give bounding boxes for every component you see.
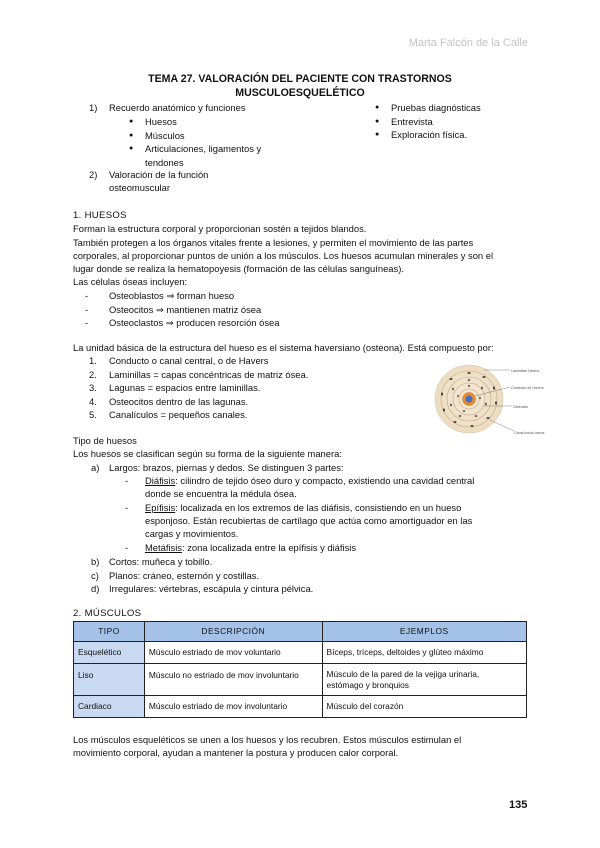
epifisis-line3: cargas y movimientos. (145, 528, 239, 539)
section-heading-musculos: 2. MÚSCULOS (73, 608, 142, 619)
list-item-text: Articulaciones, ligamentos y (145, 143, 262, 154)
list-item-text: Músculos (145, 129, 185, 141)
list-item (85, 303, 279, 317)
paragraph: Los huesos se clasifican según su forma de la siguiente manera: (73, 448, 342, 459)
list-number: 1. (89, 355, 97, 366)
outline-right-list (375, 101, 481, 142)
table-header-row (74, 622, 527, 642)
bullet-icon: ● (129, 145, 134, 152)
list-item-continuation: tendones (145, 156, 184, 168)
list-item (89, 395, 308, 409)
list-item (375, 128, 481, 142)
subheading-tipo-huesos: Tipo de huesos (73, 435, 137, 446)
table-cell: Bíceps, tríceps, deltoides y glúteo máximo (322, 642, 526, 664)
list-item (375, 115, 481, 129)
paragraph: Las células óseas incluyen: (73, 276, 188, 287)
section-heading-huesos: 1. HUESOS (73, 210, 127, 221)
bullet-icon: ● (375, 131, 380, 138)
document-title-line1: TEMA 27. VALORACIÓN DEL PACIENTE CON TRASTORNOS (148, 73, 452, 85)
diagram-label: Laminillas Havers (511, 369, 540, 373)
osteon-diagram (424, 358, 545, 438)
list-item-text: Cortos: muñeca y tobillo. (109, 556, 213, 567)
outline-item-2-number: 2) (89, 169, 98, 180)
list-item (129, 129, 261, 143)
paragraph-line: movimiento corporal, ayudan a mantener la postura y producen calor corporal. (73, 747, 399, 758)
list-item (89, 368, 309, 382)
outline-item-1-number: 1) (89, 102, 98, 113)
list-item (89, 408, 308, 422)
list-item (91, 555, 213, 569)
list-item-text: Irregulares: vértebras, escápula y cintura pélvica. (109, 583, 314, 594)
dash-marker: - (85, 303, 89, 315)
author-name: Marta Falcón de la Calle (408, 37, 528, 49)
list-number: 5. (89, 409, 97, 420)
bullet-icon: ● (129, 131, 134, 139)
list-item-text: Osteocitos ⇒ mantienen matriz ósea (109, 303, 262, 315)
epifisis-line2: esponjoso. Están recubiertas de cartílago que actúa como amortiguador en las (145, 515, 473, 526)
document-title-line2: MUSCULOESQUELÉTICO (235, 87, 365, 99)
paragraph-line: lugar donde se realiza la hematopoyesis (formación de las células sanguíneas). (73, 263, 404, 274)
term-diafisis: Diáfisis (145, 475, 176, 486)
column-header: TIPO (74, 622, 145, 642)
letter-marker: c) (91, 569, 99, 581)
table-cell: Músculo estriado de mov voluntario (144, 642, 322, 664)
paragraph-line: corporales, al proporcionar puntos de unión a los músculos. Los huesos acumulan minerales y son el (73, 250, 494, 261)
bullet-icon: ● (375, 104, 380, 111)
list-item-text: Osteoclastos ⇒ producen resorción ósea (109, 317, 280, 328)
list-item (91, 582, 314, 596)
cell-line: estómago y bronquios (326, 680, 409, 690)
column-header: EJEMPLOS (322, 622, 526, 642)
list-item (91, 569, 260, 583)
label-leader (490, 420, 514, 431)
dash-marker: - (125, 542, 129, 553)
list-item-text: Exploración física. (391, 129, 468, 140)
list-item (375, 101, 481, 115)
paragraph-line: Los músculos esqueléticos se unen a los huesos y los recubren. Estos músculos estimulan el (73, 734, 462, 745)
letter-marker: a) (91, 462, 100, 473)
paragraph: Forman la estructura corporal y proporcionan sostén a tejidos blandos. (73, 223, 367, 234)
dash-marker: - (125, 475, 129, 486)
diagram-label: Canal ículos óseos (514, 431, 545, 435)
bone-cells-list (85, 289, 280, 330)
list-item (129, 142, 262, 156)
list-number: 2. (89, 368, 97, 380)
list-item-text: Canalículos = pequeños canales. (109, 409, 248, 420)
list-item-text: Conducto o canal central, o de Havers (109, 355, 269, 366)
list-item-text: Huesos (145, 116, 177, 127)
table-cell: Músculo no estriado de mov involuntario (144, 664, 322, 696)
diagram-label: Osteocito (513, 405, 529, 409)
muscle-types-table (73, 621, 527, 718)
table-row (74, 664, 527, 696)
outline-item-1-label: Recuerdo anatómico y funciones (109, 102, 246, 113)
list-item-text: Osteocitos dentro de las lagunas. (109, 395, 249, 407)
list-item (85, 316, 280, 330)
diafisis-line2: donde se encuentra la médula ósea. (145, 488, 297, 499)
diagram-label: Conducto de Havers (511, 386, 544, 390)
table-row (74, 642, 527, 664)
table-cell: Esquelético (74, 642, 145, 664)
page-number: 135 (509, 799, 528, 811)
epifisis-line1 (145, 501, 461, 514)
bullet-icon: ● (129, 118, 134, 125)
list-item-text: Planos: cráneo, esternón y costillas. (109, 569, 260, 581)
bone-types-list (91, 555, 314, 596)
definition-text: : zona localizada entre la epífisis y diáfisis (182, 542, 357, 553)
list-item (89, 381, 308, 395)
list-item-text: Largos: brazos, piernas y dedos. Se distinguen 3 partes: (109, 462, 344, 473)
outline-subitems (129, 115, 262, 169)
metafisis-line (145, 541, 356, 554)
list-item (129, 115, 261, 129)
term-epifisis: Epífisis (145, 502, 176, 513)
osteon-components-list (89, 354, 309, 422)
definition-text: : cilindro de tejido óseo duro y compacto, existiendo una cavidad central (175, 475, 475, 486)
letter-marker: b) (91, 556, 100, 567)
table-cell: Músculo estriado de mov involuntario (144, 696, 322, 718)
list-item (85, 289, 279, 303)
list-item-text: Lagunas = espacios entre laminillas. (109, 382, 261, 393)
list-number: 4. (89, 395, 97, 407)
letter-marker: d) (91, 583, 100, 594)
list-item (89, 354, 308, 368)
table-cell: Cardiaco (74, 696, 145, 718)
list-item-text: Laminillas = capas concéntricas de matriz ósea. (109, 368, 309, 380)
dash-marker: - (85, 290, 89, 301)
list-item-text: Entrevista (391, 115, 433, 127)
cell-line: Músculo de la pared de la vejiga urinaria, (326, 669, 480, 679)
havers-vessel (466, 396, 473, 403)
table-cell: Liso (74, 664, 145, 696)
list-item-text: Osteoblastos ⇒ forman hueso (109, 290, 235, 301)
dash-marker: - (85, 317, 89, 328)
table-row (74, 696, 527, 718)
list-item-text: Pruebas diagnósticas (391, 102, 481, 113)
paragraph-line: También protegen a los órganos vitales frente a lesiones, y permiten el movimiento de las partes (73, 237, 474, 248)
definition-text: : localizada en los extremos de las diáfisis, consistiendo en un hueso (175, 502, 462, 513)
term-metafisis: Metáfisis (145, 542, 182, 553)
outline-item-2-line2: osteomuscular (109, 182, 170, 193)
dash-marker: - (125, 502, 129, 513)
bullet-icon: ● (375, 117, 380, 125)
column-header: DESCRIPCIÓN (144, 622, 322, 642)
table-cell: Músculo del corazón (322, 696, 526, 718)
paragraph: La unidad básica de la estructura del hueso es el sistema haversiano (osteona). Está compuesto por: (73, 342, 494, 353)
list-number: 3. (89, 382, 97, 393)
diafisis-line1 (145, 474, 474, 487)
outline-item-2-line1: Valoración de la función (109, 169, 209, 180)
table-cell (322, 664, 526, 696)
